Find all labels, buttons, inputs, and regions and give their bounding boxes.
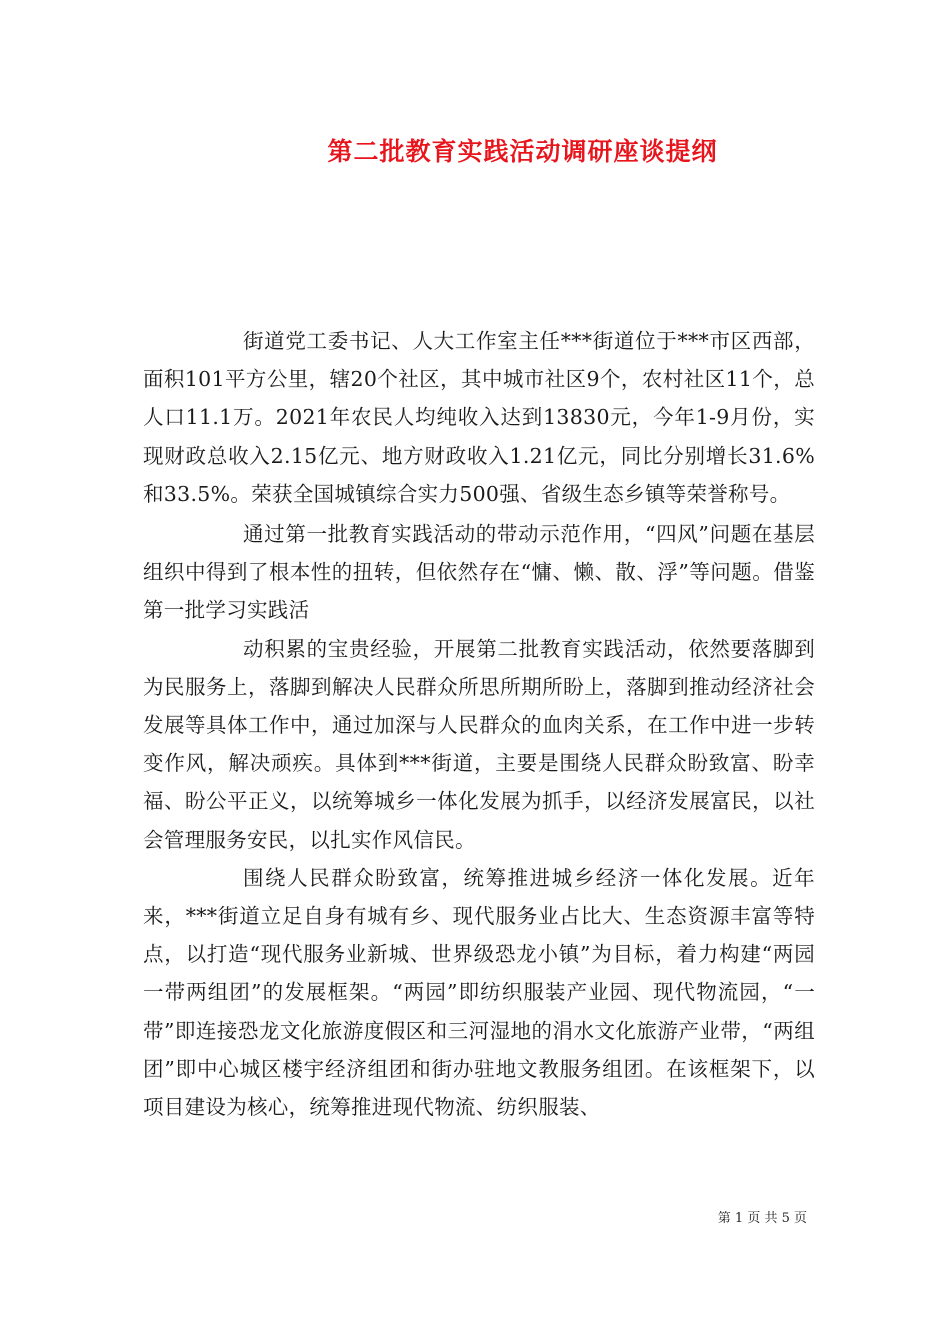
paragraph-intro: 街道党工委书记、人大工作室主任***街道位于***市区西部，面积101平方公里，辖20个社区，其中城市社区9个，农村社区11个，总人口11.1万。2021年农民人均纯收入达到13830元，今年1-9月份，实现财政总收入2.15亿元、地方财政收入1.21亿元，同比分别增长31.6%和33.5%。荣获全国城镇综合实力500强、省级生态乡镇等荣誉称号。 [143, 329, 815, 506]
paragraph-development: 围绕人民群众盼致富，统筹推进城乡经济一体化发展。近年来，***街道立足自身有城有乡、现代服务业占比大、生态资源丰富等特点，以打造“现代服务业新城、世界级恐龙小镇”为目标，着力构建“两园一带两组团”的发展框架。“两园”即纺织服装产业园、现代物流园，“一带”即连接恐龙文化旅游度假区和三河湿地的涓水文化旅游产业带，“两组团”即中心城区楼宇经济组团和街办驻地文教服务组团。在该框架下，以项目建设为核心，统筹推进现代物流、纺织服装、 [143, 865, 815, 1120]
document-body [143, 322, 815, 1126]
paragraph-four-winds: 通过第一批教育实践活动的带动示范作用，“四风”问题在基层组织中得到了根本性的扭转，但依然存在“慵、懒、散、浮”等问题。借鉴第一批学习实践活 [143, 522, 815, 623]
page-number: 第 1 页 共 5 页 [717, 1211, 807, 1226]
paragraph-experience: 动积累的宝贵经验，开展第二批教育实践活动，依然要落脚到为民服务上，落脚到解决人民群众所思所期所盼上，落脚到推动经济社会发展等具体工作中，通过加深与人民群众的血肉关系，在工作中进一步转变作风，解决顽疾。具体到***街道，主要是围绕人民群众盼致富、盼幸福、盼公平正义，以统筹城乡一体化发展为抓手，以经济发展富民，以社会管理服务安民，以扎实作风信民。 [143, 636, 815, 852]
document-title: 第二批教育实践活动调研座谈提纲 [327, 137, 718, 166]
